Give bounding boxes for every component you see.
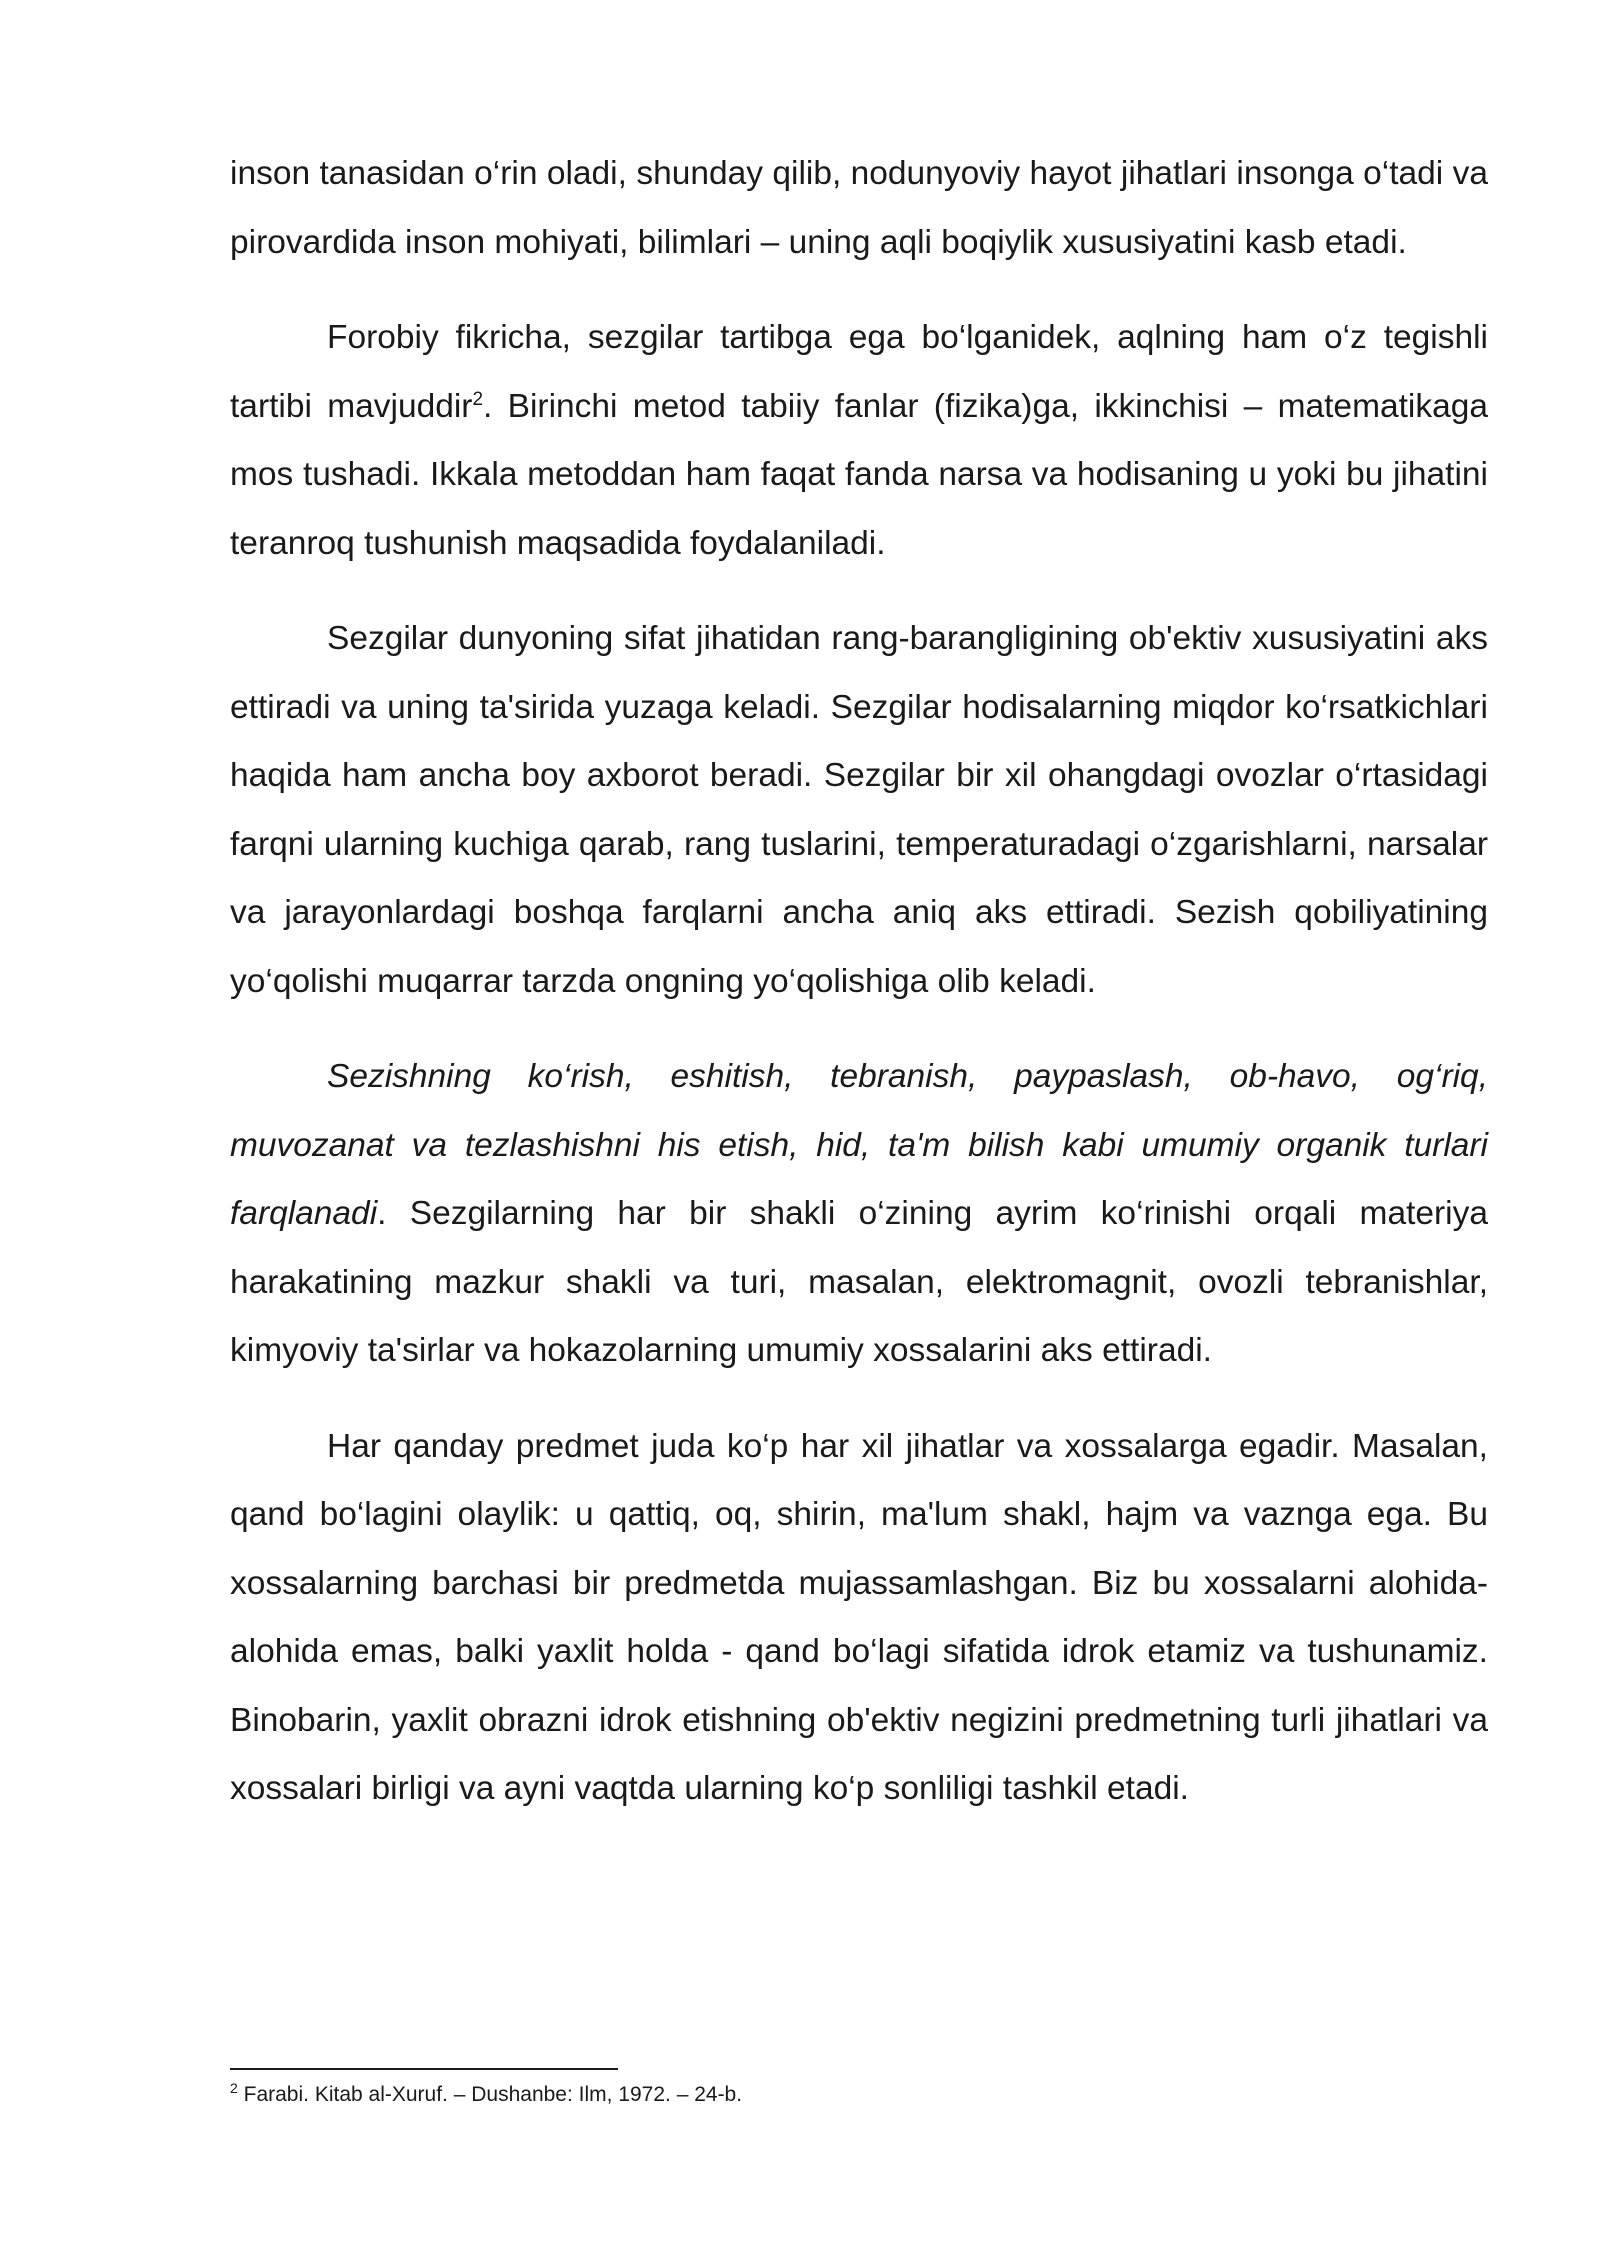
footnote-separator <box>230 2068 618 2070</box>
paragraph-2 <box>230 304 1488 578</box>
paragraph-1-text: inson tanasidan o‘rin oladi, shunday qilib, nodunyoviy hayot jihatlari insonga o‘tadi va pirovardida inson mohiyati, bilimlari – uning aqli boqiylik xususiyatini kasb etadi. <box>230 155 1488 261</box>
paragraph-4 <box>230 1043 1488 1386</box>
paragraph-2-text-b: . Birinchi metod tabiiy fanlar (fizika)ga, ikkinchisi – matematikaga mos tushadi. Ikkala metoddan ham faqat fanda narsa va hodisaning u yoki bu jihatini teranroq tushunish maqsadida foydalaniladi. <box>230 387 1488 562</box>
footnote-number: 2 <box>230 2080 238 2096</box>
footnote <box>230 2080 1488 2110</box>
paragraph-3-text: Sezgilar dunyoning sifat jihatidan rang-barangligining ob'ektiv xususiyatini aks ettiradi va uning ta'sirida yuzaga keladi. Sezgilar hodisalarning miqdor ko‘rsatkichlari haqida ham ancha boy axborot beradi. Sezgilar bir xil ohangdagi ovozlar o‘rtasidagi farqni ularning kuchiga qarab, rang tuslarini, temperaturadagi o‘zgarishlarni, narsalar va jarayonlardagi boshqa farqlarni ancha aniq aks ettiradi. Sezish qobiliyatining yo‘qolishi muqarrar tarzda ongning yo‘qolishiga olib keladi. <box>230 620 1488 1000</box>
paragraph-4-text: . Sezgilarning har bir shakli o‘zining ayrim ko‘rinishi orqali materiya harakatining mazkur shakli va turi, masalan, elektromagnit, ovozli tebranishlar, kimyoviy ta'sirlar va hokazolarning umumiy xossalarini aks ettiradi. <box>230 1195 1488 1369</box>
document-body <box>230 140 1488 1851</box>
footnote-text: Farabi. Kitab al-Xuruf. – Dushanbe: Ilm, 1972. – 24-b. <box>237 2083 743 2106</box>
paragraph-3 <box>230 605 1488 1016</box>
paragraph-1 <box>230 140 1488 277</box>
paragraph-4-italic-text: Sezishning ko‘rish, eshitish, tebranish, paypaslash, ob-havo, og‘riq, muvozanat va tezlashishni his etish, hid, ta'm bilish kabi umumiy organik turlari farqlanadi <box>230 1058 1488 1232</box>
footnote-reference[interactable]: 2 <box>472 388 484 410</box>
paragraph-5-text: Har qanday predmet juda ko‘p har xil jihatlar va xossalarga egadir. Masalan, qand bo‘lagini olaylik: u qattiq, oq, shirin, ma'lum shakl, hajm va vaznga ega. Bu xossalarning barchasi bir predmetda mujassamlashgan. Biz bu xossalarni alohida-alohida emas, balki yaxlit holda - qand bo‘lagi sifatida idrok etamiz va tushunamiz. Binobarin, yaxlit obrazni idrok etishning ob'ektiv negizini predmetning turli jihatlari va xossalari birligi va ayni vaqtda ularning ko‘p sonliligi tashkil etadi. <box>230 1427 1488 1807</box>
paragraph-5 <box>230 1413 1488 1824</box>
paragraph-2-text-a: Forobiy fikricha, sezgilar tartibga ega bo‘lganidek, aqlning ham o‘z tegishli tartibi mavjuddir <box>230 319 1488 425</box>
